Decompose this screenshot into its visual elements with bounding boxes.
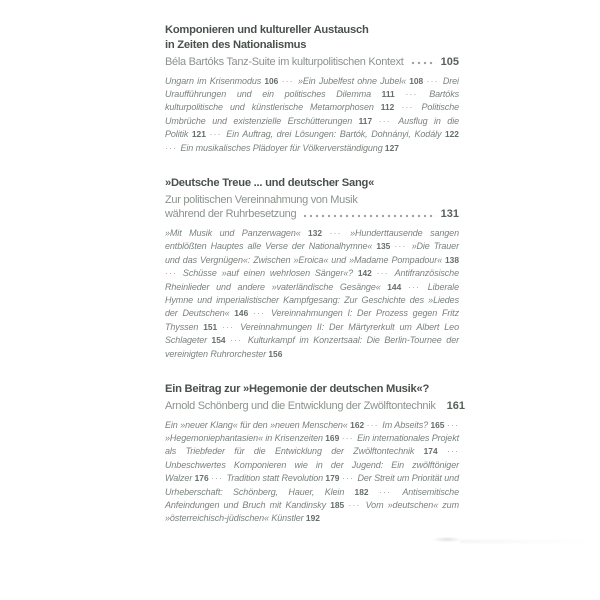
chapter-page-number: 105 — [440, 56, 459, 68]
subchapter-page-number: 144 — [380, 281, 402, 292]
chapter-title — [165, 382, 459, 397]
subchapter-page-number: 176 — [192, 473, 209, 484]
subchapter-page-number: 142 — [353, 268, 372, 279]
entry-separator: ··· — [253, 308, 271, 319]
subchapter-page-number: 182 — [344, 486, 369, 497]
toc-section — [165, 176, 459, 361]
entry-separator: ··· — [446, 419, 459, 430]
entry-separator: ··· — [211, 473, 227, 484]
entry-separator: ··· — [165, 142, 181, 153]
subchapter-page-number: 112 — [373, 102, 395, 113]
subchapter-list — [165, 227, 459, 361]
entry-separator: ··· — [230, 335, 248, 346]
subchapter-title: Antisemitische Anfeindungen und Bruch mit Kandinsky — [165, 486, 459, 510]
subchapter-list — [165, 75, 459, 155]
subchapter-title: Ausflug in die Politik — [165, 115, 460, 140]
chapter-title-line: »Deutsche Treue ... und deutscher Sang« — [165, 176, 375, 189]
entry-separator: ··· — [348, 499, 366, 510]
chapter-title — [165, 23, 459, 53]
chapter-title — [165, 176, 459, 191]
chapter-page-number: 131 — [440, 208, 459, 221]
chapter-title-line: in Zeiten des Nationalismus — [165, 39, 307, 51]
subchapter-title: Antifranzösische Rheinlieder und andere »vaterländische Gesänge« — [165, 268, 459, 292]
subchapter-page-number: 154 — [207, 335, 226, 346]
subtitle-text: Béla Bartóks Tanz-Suite im kulturpolitischen Kontext — [165, 56, 404, 68]
subtitle-text: Arnold Schönberg und die Entwicklung der Zwölftontechnik — [165, 400, 436, 412]
subchapter-title: Im Abseits? — [382, 419, 429, 430]
subchapter-title: Vom »deutschen« zum »österreichisch-jüdischen« Künstler — [165, 499, 459, 524]
entry-separator: ··· — [341, 432, 358, 443]
subchapter-title: Vereinnahmungen I: Der Prozess gegen Fritz Thyssen — [165, 308, 459, 332]
subchapter-page-number: 146 — [229, 308, 249, 319]
entry-separator: ··· — [209, 129, 227, 140]
subchapter-title: Ein Auftrag, drei Lösungen: Bartók, Dohnányi, Kodály — [226, 129, 442, 140]
entry-separator: ··· — [378, 115, 399, 126]
subchapter-title: »Hunderttausende sangen entblößten Hauptes alle Verse der Nationalhymne« — [165, 227, 459, 252]
subchapter-page-number: 121 — [188, 129, 206, 140]
table-of-contents-page — [165, 23, 465, 547]
chapter-subtitle — [165, 399, 465, 414]
scan-streak-artifact — [460, 540, 600, 543]
subchapter-page-number: 138 — [442, 254, 459, 265]
chapter-subtitle-line — [165, 399, 465, 414]
subchapter-title: Ein internationales Projekt als Triebfeder für die Entwicklung der Zwölftontechnik — [165, 432, 459, 457]
entry-separator: ··· — [447, 446, 459, 457]
entry-separator: ··· — [394, 241, 412, 252]
dotted-leader — [302, 207, 435, 222]
entry-separator: ··· — [401, 102, 422, 113]
subchapter-title: Ungarn im Krisenmodus — [165, 75, 262, 86]
dotted-leader — [410, 55, 436, 70]
subchapter-title: »Die Trauer und das Vergnügen«: Zwischen »Eroica« und »Madame Pompadour« — [165, 241, 459, 265]
subchapter-title: Ein musikalisches Plädoyer für Völkerverständigung — [180, 142, 383, 153]
subchapter-page-number: 179 — [323, 473, 340, 484]
entry-separator: ··· — [329, 227, 351, 238]
subtitle-text: Zur politischen Vereinnahmung von Musik — [165, 193, 358, 206]
subchapter-title: Vereinnahmungen II: Der Märtyrerkult um Albert Leo Schlageter — [165, 321, 459, 346]
chapter-subtitle — [165, 55, 459, 70]
entry-separator: ··· — [407, 281, 428, 292]
subtitle-text: während der Ruhrbesetzung — [165, 208, 297, 221]
chapter-title-line: Komponieren und kultureller Austausch — [165, 24, 369, 36]
subchapter-title: »Ein Jubelfest ohne Jubel« — [297, 75, 407, 86]
subchapter-page-number: 185 — [326, 499, 345, 510]
subchapter-title: »Mit Musik und Panzerwagen« — [165, 227, 301, 238]
subchapter-title: »Hegemoniephantasien« in Krisenzeiten — [165, 432, 323, 443]
subchapter-page-number: 117 — [352, 115, 373, 126]
subchapter-title: Schüsse »auf einen wehrlosen Sänger«? — [182, 268, 354, 279]
entry-separator: ··· — [366, 419, 383, 430]
subchapter-list — [165, 419, 459, 526]
subchapter-page-number: 127 — [382, 142, 399, 153]
subchapter-page-number: 135 — [372, 241, 391, 252]
subchapter-page-number: 165 — [428, 419, 445, 430]
subchapter-title: Politische Umbrüche und existenzielle Erschütterungen — [165, 102, 460, 126]
subchapter-title: Unbeschwertes Komponieren wie in der Jugend: Ein zwölftöniger Walzer — [165, 459, 459, 484]
entry-separator: ··· — [281, 75, 298, 86]
chapter-title-line: Ein Beitrag zur »Hegemonie der deutschen Musik«? — [165, 383, 430, 395]
subchapter-page-number: 122 — [441, 129, 459, 140]
subchapter-page-number: 162 — [347, 419, 365, 430]
entry-separator: ··· — [426, 75, 443, 86]
subchapter-page-number: 192 — [303, 513, 320, 524]
subchapter-page-number: 108 — [406, 75, 424, 86]
subchapter-page-number: 169 — [322, 432, 340, 443]
chapter-page-number: 161 — [446, 400, 465, 412]
subchapter-page-number: 132 — [300, 227, 323, 238]
subchapter-title: Ein »neuer Klang« für den »neuen Menschen« — [165, 419, 348, 430]
subchapter-page-number: 174 — [414, 446, 438, 457]
subchapter-title: Liberale Hymne und imperialistischer Kampfgesang: Zur Geschichte des »Liedes der Deutschen« — [165, 281, 459, 319]
subchapter-title: Tradition statt Revolution — [226, 473, 324, 484]
subchapter-page-number: 106 — [261, 75, 279, 86]
entry-separator: ··· — [376, 268, 395, 279]
toc-section — [165, 382, 465, 526]
chapter-subtitle-line — [165, 193, 459, 208]
chapter-subtitle-line — [165, 207, 459, 222]
subchapter-page-number: 151 — [198, 321, 218, 332]
scan-smudge-artifact — [432, 537, 462, 542]
toc-section — [165, 23, 459, 155]
subchapter-title: Drei Uraufführungen und ein politisches Dilemma — [165, 75, 459, 99]
subchapter-page-number: 111 — [371, 88, 395, 99]
entry-separator: ··· — [341, 473, 358, 484]
chapter-subtitle — [165, 193, 459, 222]
entry-separator: ··· — [222, 321, 241, 332]
chapter-subtitle-line — [165, 55, 459, 70]
subchapter-title: Der Streit um Priorität und Urheberschaft: Schönberg, Hauer, Klein — [165, 473, 459, 497]
entry-separator: ··· — [405, 88, 430, 99]
entry-separator: ··· — [378, 486, 403, 497]
subchapter-page-number: 156 — [266, 348, 283, 359]
entry-separator: ··· — [165, 268, 183, 279]
subchapter-title: Bartóks kulturpolitische und künstlerische Metamorphosen — [165, 88, 459, 113]
subchapter-title: Kulturkampf im Konzertsaal: Die Berlin-Tournee der vereinigten Ruhrorchester — [165, 335, 460, 359]
